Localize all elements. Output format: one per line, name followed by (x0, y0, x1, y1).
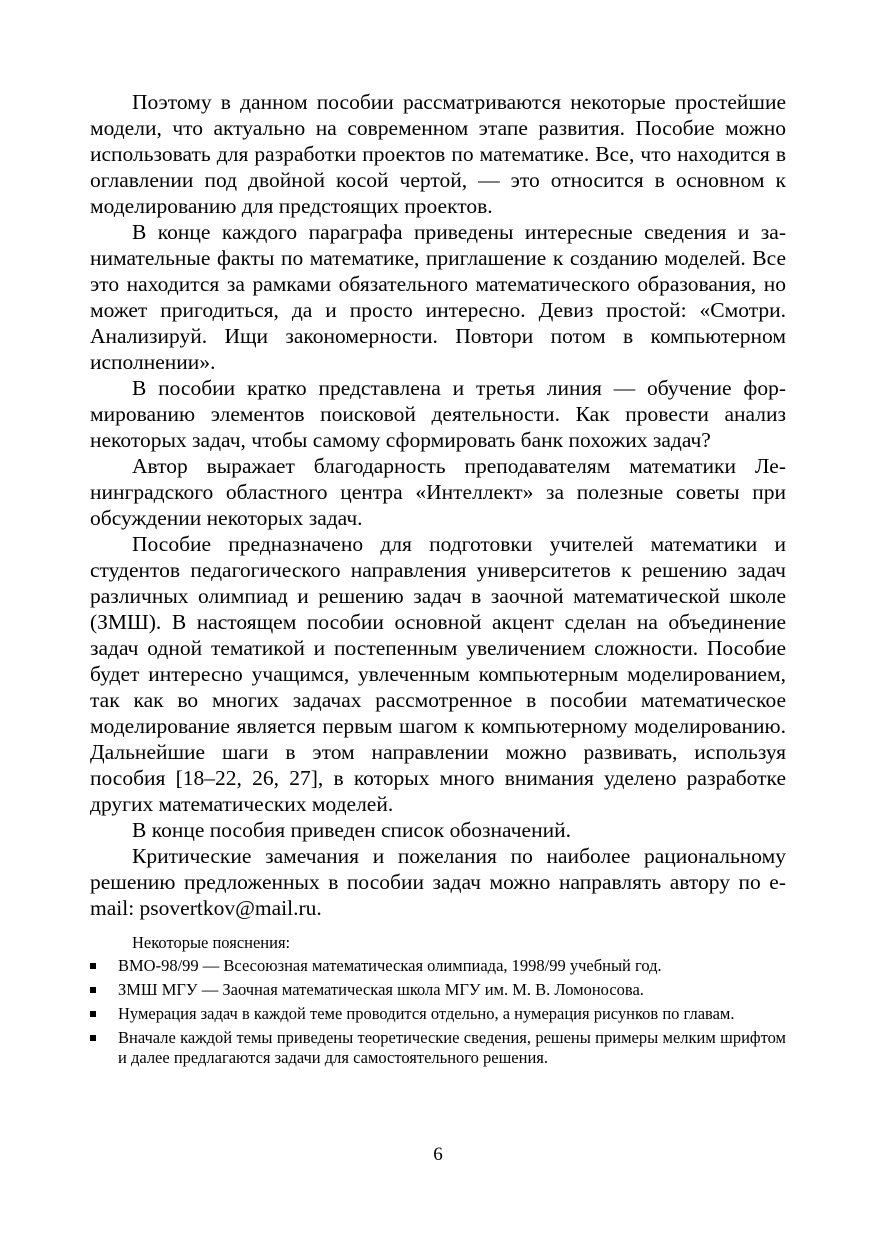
paragraph-interesting-facts: В конце каждого параграфа приведены интересные сведения и занимательные факты по математике, приглашение к созданию моделей. Все это находится за рамками обязательного математического образования, но может пригодиться, да и просто интересно. Девиз простой: «Смотри. Анализируй. Ищи закономерности. Повтори потом в компьютерном исполнении». (90, 220, 786, 374)
square-bullet-icon (90, 963, 96, 969)
paragraph-acknowledgements: Автор выражает благодарность преподавателям математики Ленинградского областного центра «Интеллект» за полезные советы при обсуждении некоторых задач. (90, 454, 786, 530)
note-text: Нумерация задач в каждой теме проводится отдельно, а нумерация рисунков по главам. (118, 1004, 735, 1023)
note-item (90, 1004, 786, 1024)
paragraph-third-line: В пособии кратко представлена и третья линия — обучение формированию элементов поисковой деятельности. Как провести анализ некоторых задач, чтобы самому сформировать банк похожих задач? (90, 376, 786, 452)
notes-heading: Некоторые пояснения: (132, 933, 291, 952)
note-item (90, 956, 786, 976)
paragraph-notation-list: В конце пособия приведен список обозначений. (132, 818, 571, 842)
square-bullet-icon (90, 1035, 96, 1041)
square-bullet-icon (90, 1011, 96, 1017)
note-item (90, 980, 786, 1000)
square-bullet-icon (90, 987, 96, 993)
note-text: Вначале каждой темы приведены теоретические сведения, решены примеры мелким шрифтом и далее предлагаются задачи для самостоятельного решения. (118, 1028, 786, 1067)
note-text: ВМО-98/99 — Всесоюзная математическая олимпиада, 1998/99 учебный год. (118, 956, 662, 975)
note-item (90, 1028, 786, 1068)
main-text (90, 89, 786, 921)
paragraph-audience: Пособие предназначено для подготовки учителей математики и студентов педагогического направления университетов к решению задач различных олимпиад и решению задач в заочной математической школе (ЗМШ). В настоящем пособии основной акцент сделан на объединение задач одной тематикой и постепенным увеличением сложности. Пособие будет интересно учащимся, увлеченным компьютерным моделированием, так как во многих задачах рассмотренное в пособии математическое моделирование является первым шагом к компьютерному моделированию. Дальнейшие шаги в этом направлении можно развивать, используя пособия [18–22, 26, 27], в которых много внимания уделено разработке других математических моделей. (90, 532, 786, 816)
paragraph-purpose: Поэтому в данном пособии рассматриваются некоторые простейшие модели, что актуально на современном этапе развития. Пособие можно использовать для разработки проектов по математике. Все, что находится в оглавлении под двойной косой чертой, — это относится в основном к моделированию для предстоящих проектов. (90, 90, 786, 218)
notes-list (90, 956, 786, 1068)
paragraph-feedback: Критические замечания и пожелания по наиболее рациональному решению предложенных в пособии задач можно направлять автору по e-mail: psovertkov@mail.ru. (90, 844, 786, 920)
page-number: 6 (433, 1144, 443, 1165)
explanatory-notes (90, 932, 786, 1072)
note-text: ЗМШ МГУ — Заочная математическая школа МГУ им. М. В. Ломоносова. (118, 980, 644, 999)
